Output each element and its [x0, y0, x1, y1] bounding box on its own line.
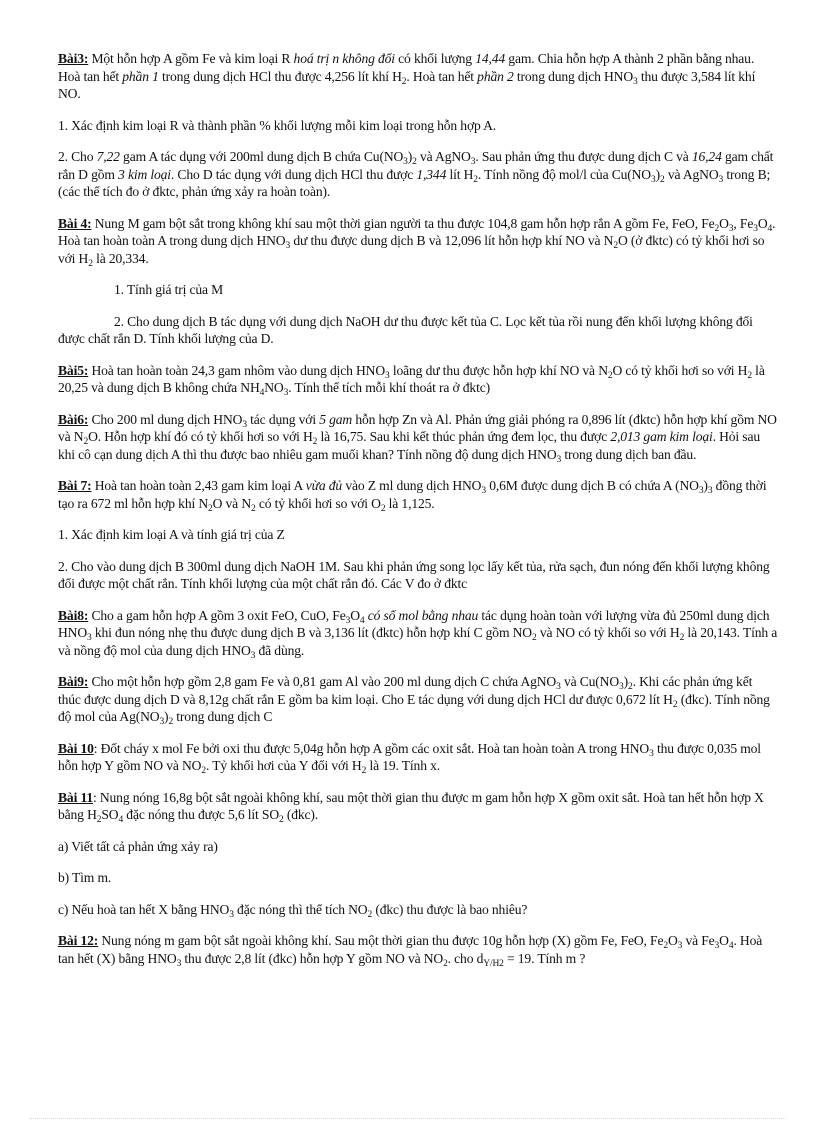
- problem-7-question-2: 2. Cho vào dung dịch B 300ml dung dịch NaOH 1M. Sau khi phản ứng song lọc lấy kết tủa, rửa sạch, đun nóng đến khối lượng không đổi được một chất rắn. Tính khối lượng của một chất rắn đó. Các V đo ở đktc: [58, 558, 770, 591]
- problem-9-statement: Bài9: Cho một hỗn hợp gồm 2,8 gam Fe và 0,81 gam Al vào 200 ml dung dịch C chứa AgNO$_3$ và $Cu(NO_3)_2$. Khi các phản ứng kết thúc được dung dịch D và 8,12g chất rắn E gồm ba kim loại. Cho E tác dụng với dung dịch HCl dư được 0,672 lít $H_2$ (đkc). Tính nồng độ mol của $Ag(NO_3)_2$ trong dung dịch C: [58, 674, 770, 727]
- problem-11-question-a: a) Viết tất cả phản ứng xảy ra): [58, 838, 218, 854]
- problem-6-label: Bài6:: [58, 411, 89, 427]
- problem-3-label: Bài3:: [58, 51, 89, 66]
- problem-4-question-1: 1. Tính giá trị của M: [114, 282, 224, 297]
- problem-7-statement: Bài 7: Hoà tan hoàn toàn 2,43 gam kim loại A vừa đủ vào Z ml dung dịch $HNO_3$ 0,6M được dung dịch B có chứa A $(NO_3)_3$ đồng thời tạo ra 672 ml hỗn hợp khí $N_2O$ và $N_2$ có tỷ khối hơi so với $O_2$ là 1,125.: [58, 478, 767, 514]
- problem-3-question-2: 2. Cho 7,22 gam A tác dụng với 200ml dung dịch B chứa $Cu(NO_3)_2$ và AgNO$_3$. Sau phản ứng thu được dung dịch C và 16,24 gam chất rắn D gồm 3 kim loại. Cho D tác dụng với dung dịch HCl thu được 1,344 lít $H_2$. Tính nồng độ mol/l của $Cu(NO_3)_2$ và AgNO$_3$ trong B; (các thể tích đo ở đktc, phản ứng xảy ra hoàn toàn).: [58, 149, 774, 199]
- problem-11-question-b: b) Tìm m.: [58, 870, 112, 885]
- problem-8-statement: Bài8: Cho a gam hỗn hợp A gồm 3 oxit FeO, CuO, $Fe_3O_4$ có số mol bằng nhau tác dụng hoàn toàn với lượng vừa đủ 250ml dung dịch $HNO_3$ khi đun nóng nhẹ thu được dung dịch B và 3,136 lít (đktc) hỗn hợp khí C gồm $NO_2$ và NO có tỷ khối so với $H_2$ là 20,143. Tính a và nồng độ mol của dung dịch $HNO_3$ đã dùng.: [58, 607, 778, 661]
- problem-4-question-2: 2. Cho dung dịch B tác dụng với dung dịch NaOH dư thu được kết tủa C. Lọc kết tủa rồi nung đến khối lượng không đổi được chất rắn D. Tính khối lượng của D.: [58, 313, 753, 346]
- document-page: [58, 50, 778, 981]
- page-bottom-divider: [30, 1118, 786, 1119]
- problem-9-label: Bài9:: [58, 674, 89, 689]
- problem-3-statement: Bài3: Một hỗn hợp A gồm Fe và kim loại R hoá trị n không đổi có khối lượng 14,44 gam. Chia hỗn hợp A thành 2 phần bằng nhau. Hoà tan hết phần 1 trong dung dịch HCl thu được 4,256 lít khí $H_2$. Hoà tan hết phần 2 trong dung dịch $HNO_3$ thu được 3,584 lít khí NO.: [58, 51, 756, 101]
- problem-12-statement: Bài 12: Nung nóng m gam bột sắt ngoài không khí. Sau một thời gian thu được 10g hỗn hợp (X) gồm Fe, FeO, $Fe_2O_3$ và $Fe_3O_4$. Hoà tan hết (X) bằng $HNO_3$ thu được 2,8 lít (đkc) hỗn hợp Y gồm NO và $NO_2$. cho $d_{Y/H2} = 19$. Tính m ?: [58, 933, 763, 969]
- problem-11-statement: Bài 11: Nung nóng 16,8g bột sắt ngoài không khí, sau một thời gian thu được m gam hỗn hợp X gồm oxit sắt. Hoà tan hết hỗn hợp X bằng $H_2SO_4$ đặc nóng thu được 5,6 lít $SO_2$ (đkc).: [58, 789, 764, 825]
- problem-7-question-1: 1. Xác định kim loại A và tính giá trị của Z: [58, 527, 285, 542]
- problem-8-label: Bài8:: [58, 607, 89, 623]
- problem-4-label: Bài 4:: [58, 215, 92, 231]
- problem-10-statement: Bài 10: Đốt cháy x mol Fe bởi oxi thu được 5,04g hỗn hợp A gồm các oxit sắt. Hoà tan hoàn toàn A trong $HNO_3$ thu được 0,035 mol hỗn hợp Y gồm NO và $NO_2$. Tỷ khối hơi của Y đối với $H_2$ là 19. Tính x.: [58, 740, 761, 776]
- problem-3-question-1: 1. Xác định kim loại R và thành phần % khối lượng mỗi kim loại trong hỗn hợp A.: [58, 117, 497, 133]
- problem-11-label: Bài 11: [58, 789, 93, 805]
- problem-7-label: Bài 7:: [58, 478, 92, 493]
- problem-4-statement: Bài 4: Nung M gam bột sắt trong không khí sau một thời gian người ta thu được 104,8 gam hỗn hợp rắn A gồm Fe, FeO, $Fe_2O_3$, $Fe_3O_4$. Hoà tan hoàn toàn A trong dung dịch $HNO_3$ dư thu được dung dịch B và 12,096 lít hỗn hợp khí NO và $N_2O$ (ở đktc) có tỷ khối hơi so với $H_2$ là 20,334.: [58, 215, 776, 269]
- problem-6-statement: Bài6: Cho 200 ml dung dịch $HNO_3$ tác dụng với 5 gam hỗn hợp Zn và Al. Phản ứng giải phóng ra 0,896 lít (đktc) hỗn hợp khí gồm NO và $N_2O$. Hỗn hợp khí đó có tỷ khối hơi so với $H_2$ là 16,75. Sau khi kết thúc phản ứng đem lọc, thu được 2,013 gam kim loại. Hỏi sau khi cô cạn dung dịch A thì thu được bao nhiêu gam muối khan? Tính nồng độ dung dịch $HNO_3$ trong dung dịch ban đầu.: [58, 411, 777, 465]
- problem-5-statement: Bài5: Hoà tan hoàn toàn 24,3 gam nhôm vào dung dịch $HNO_3$ loãng dư thu được hỗn hợp khí NO và $N_2O$ có tỷ khối hơi so với $H_2$ là 20,25 và dung dịch B không chứa $NH_4NO_3$. Tính thể tích mỗi khí thoát ra ở đktc): [58, 362, 765, 398]
- problem-11-question-c: c) Nếu hoà tan hết X bằng $HNO_3$ đặc nóng thì thể tích $NO_2$ (đkc) thu được là bao nhiêu?: [58, 901, 528, 920]
- problem-10-label: Bài 10: [58, 740, 94, 756]
- problem-12-label: Bài 12:: [58, 933, 99, 948]
- problem-5-label: Bài5:: [58, 362, 89, 378]
